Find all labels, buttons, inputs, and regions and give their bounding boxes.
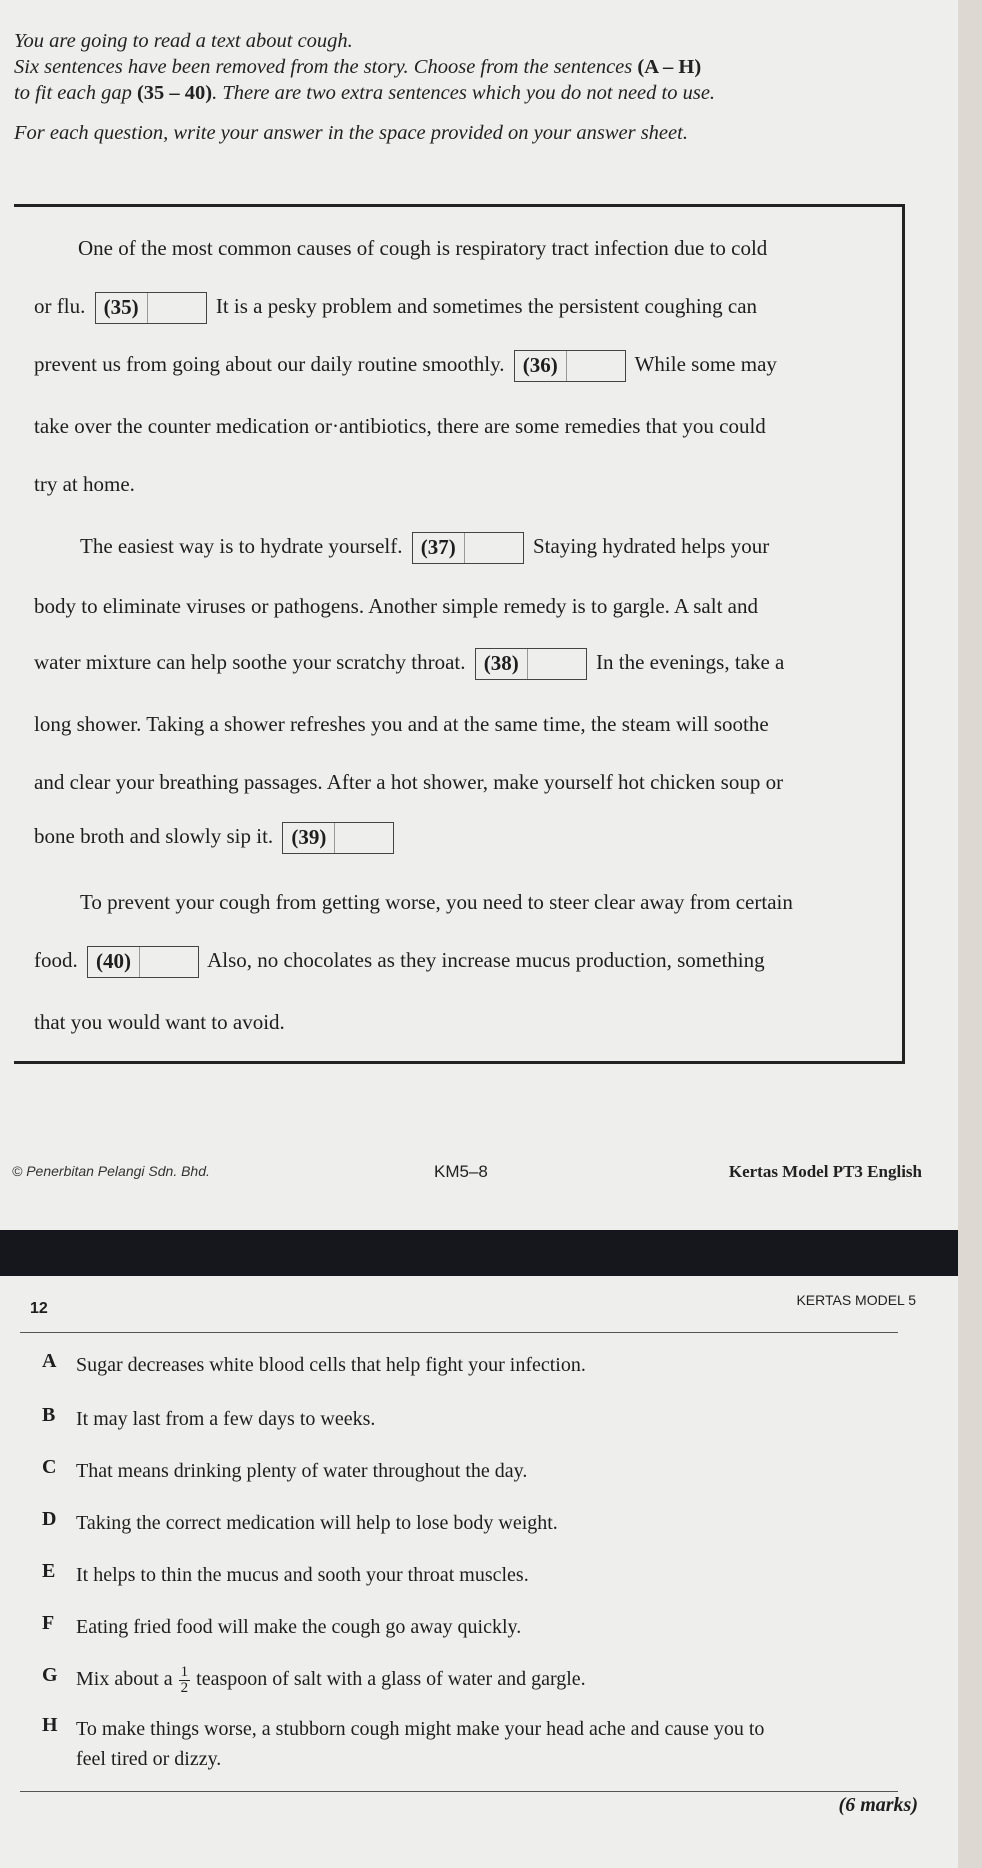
passage-text: bone broth and slowly sip it. bbox=[34, 823, 274, 848]
option-letter: D bbox=[42, 1508, 57, 1530]
option-text-part: teaspoon of salt with a glass of water and gargle. bbox=[196, 1668, 586, 1690]
gap-blank bbox=[148, 293, 206, 323]
option-text: Sugar decreases white blood cells that help fight your infection. bbox=[76, 1354, 586, 1376]
gap-number: (38) bbox=[476, 649, 528, 679]
gap-35-box[interactable] bbox=[95, 292, 207, 324]
paper-title-footer: Kertas Model PT3 English bbox=[728, 1162, 922, 1181]
passage-text: or flu. bbox=[34, 293, 86, 318]
passage-text: In the evenings, take a bbox=[596, 649, 785, 674]
option-text-line: feel tired or dizzy. bbox=[76, 1748, 222, 1770]
marks-label: (6 marks) bbox=[838, 1794, 918, 1816]
passage-line: body to eliminate viruses or pathogens. Another simple remedy is to gargle. A salt and bbox=[34, 594, 758, 618]
fraction-denominator: 2 bbox=[180, 1679, 189, 1696]
option-b bbox=[42, 1404, 882, 1434]
option-letter: G bbox=[42, 1664, 58, 1686]
passage-line: To prevent your cough from getting worse, you need to steer clear away from certain bbox=[80, 890, 793, 914]
passage-text: Also, no chocolates as they increase mucus production, something bbox=[207, 947, 765, 972]
option-h bbox=[42, 1714, 882, 1774]
passage-line: and clear your breathing passages. After a hot shower, make yourself hot chicken soup or bbox=[34, 770, 784, 794]
fraction-numerator: 1 bbox=[180, 1663, 189, 1680]
passage-line: take over the counter medication or·antibiotics, there are some remedies that you could bbox=[34, 414, 766, 438]
passage-box bbox=[14, 204, 905, 1064]
passage-line: that you would want to avoid. bbox=[34, 1010, 285, 1034]
gap-blank bbox=[465, 533, 523, 563]
option-f bbox=[42, 1612, 882, 1642]
option-text bbox=[76, 1664, 586, 1696]
instruction-text: to fit each gap bbox=[14, 82, 137, 104]
option-e bbox=[42, 1560, 882, 1590]
gap-37-box[interactable] bbox=[412, 532, 524, 564]
passage-line bbox=[34, 292, 757, 324]
gap-39-box[interactable] bbox=[282, 822, 394, 854]
passage-line bbox=[34, 648, 784, 680]
gap-number: (37) bbox=[413, 533, 465, 563]
option-text-line: To make things worse, a stubborn cough might make your head ache and cause you to bbox=[76, 1718, 765, 1740]
option-letter: A bbox=[42, 1350, 57, 1372]
instruction-line bbox=[14, 78, 715, 108]
option-text: Taking the correct medication will help to lose body weight. bbox=[76, 1512, 558, 1534]
option-letter: B bbox=[42, 1404, 56, 1426]
fraction-half bbox=[179, 1665, 191, 1696]
option-text: Eating fried food will make the cough go away quickly. bbox=[76, 1616, 522, 1638]
instruction-text: Six sentences have been removed from the story. Choose from the sentences bbox=[14, 56, 638, 78]
instruction-line: You are going to read a text about cough. bbox=[14, 30, 353, 52]
passage-line: long shower. Taking a shower refreshes you and at the same time, the steam will soothe bbox=[34, 712, 769, 736]
passage-text: prevent us from going about our daily routine smoothly. bbox=[34, 351, 505, 376]
passage-text: water mixture can help soothe your scratchy throat. bbox=[34, 649, 466, 674]
option-text: It helps to thin the mucus and sooth your throat muscles. bbox=[76, 1564, 529, 1586]
option-letter: C bbox=[42, 1456, 57, 1478]
instruction-text: . There are two extra sentences which you do not need to use. bbox=[212, 82, 716, 104]
running-head: KERTAS MODEL 5 bbox=[796, 1292, 916, 1308]
option-text-part: Mix about a bbox=[76, 1668, 173, 1690]
passage-line: One of the most common causes of cough is respiratory tract infection due to cold bbox=[78, 236, 768, 260]
passage-line bbox=[34, 350, 777, 382]
page-code: KM5–8 bbox=[434, 1162, 488, 1181]
option-d bbox=[42, 1508, 882, 1538]
option-text: That means drinking plenty of water throughout the day. bbox=[76, 1460, 528, 1482]
passage-text: The easiest way is to hydrate yourself. bbox=[80, 533, 403, 558]
passage-text: It is a pesky problem and sometimes the persistent coughing can bbox=[215, 293, 758, 318]
gap-blank bbox=[335, 823, 393, 853]
passage-text: Staying hydrated helps your bbox=[533, 533, 770, 558]
passage-text: While some may bbox=[634, 351, 777, 376]
option-letter: H bbox=[42, 1714, 58, 1736]
publisher-footer: © Penerbitan Pelangi Sdn. Bhd. bbox=[12, 1163, 210, 1179]
option-text bbox=[76, 1714, 764, 1774]
gap-blank bbox=[567, 351, 625, 381]
page-number: 12 bbox=[30, 1300, 48, 1317]
passage-text: food. bbox=[34, 947, 78, 972]
option-letter: E bbox=[42, 1560, 56, 1582]
passage-line bbox=[34, 822, 398, 854]
gap-40-box[interactable] bbox=[87, 946, 199, 978]
option-c bbox=[42, 1456, 882, 1486]
gap-number: (39) bbox=[283, 823, 335, 853]
gap-number: (36) bbox=[515, 351, 567, 381]
option-a bbox=[42, 1350, 882, 1380]
option-text: It may last from a few days to weeks. bbox=[76, 1408, 376, 1430]
passage-line: try at home. bbox=[34, 472, 135, 496]
gap-number: (35) bbox=[96, 293, 148, 323]
option-range: (A – H) bbox=[637, 56, 702, 78]
passage-line bbox=[80, 532, 769, 564]
option-g bbox=[42, 1664, 882, 1696]
gap-blank bbox=[528, 649, 586, 679]
passage-line bbox=[34, 946, 765, 978]
page-edge bbox=[958, 0, 982, 1868]
gap-range: (35 – 40) bbox=[136, 82, 213, 104]
gap-number: (40) bbox=[88, 947, 140, 977]
instruction-line: For each question, write your answer in the space provided on your answer sheet. bbox=[14, 122, 688, 144]
gap-36-box[interactable] bbox=[514, 350, 626, 382]
option-letter: F bbox=[42, 1612, 55, 1634]
gap-38-box[interactable] bbox=[475, 648, 587, 680]
gap-blank bbox=[140, 947, 198, 977]
